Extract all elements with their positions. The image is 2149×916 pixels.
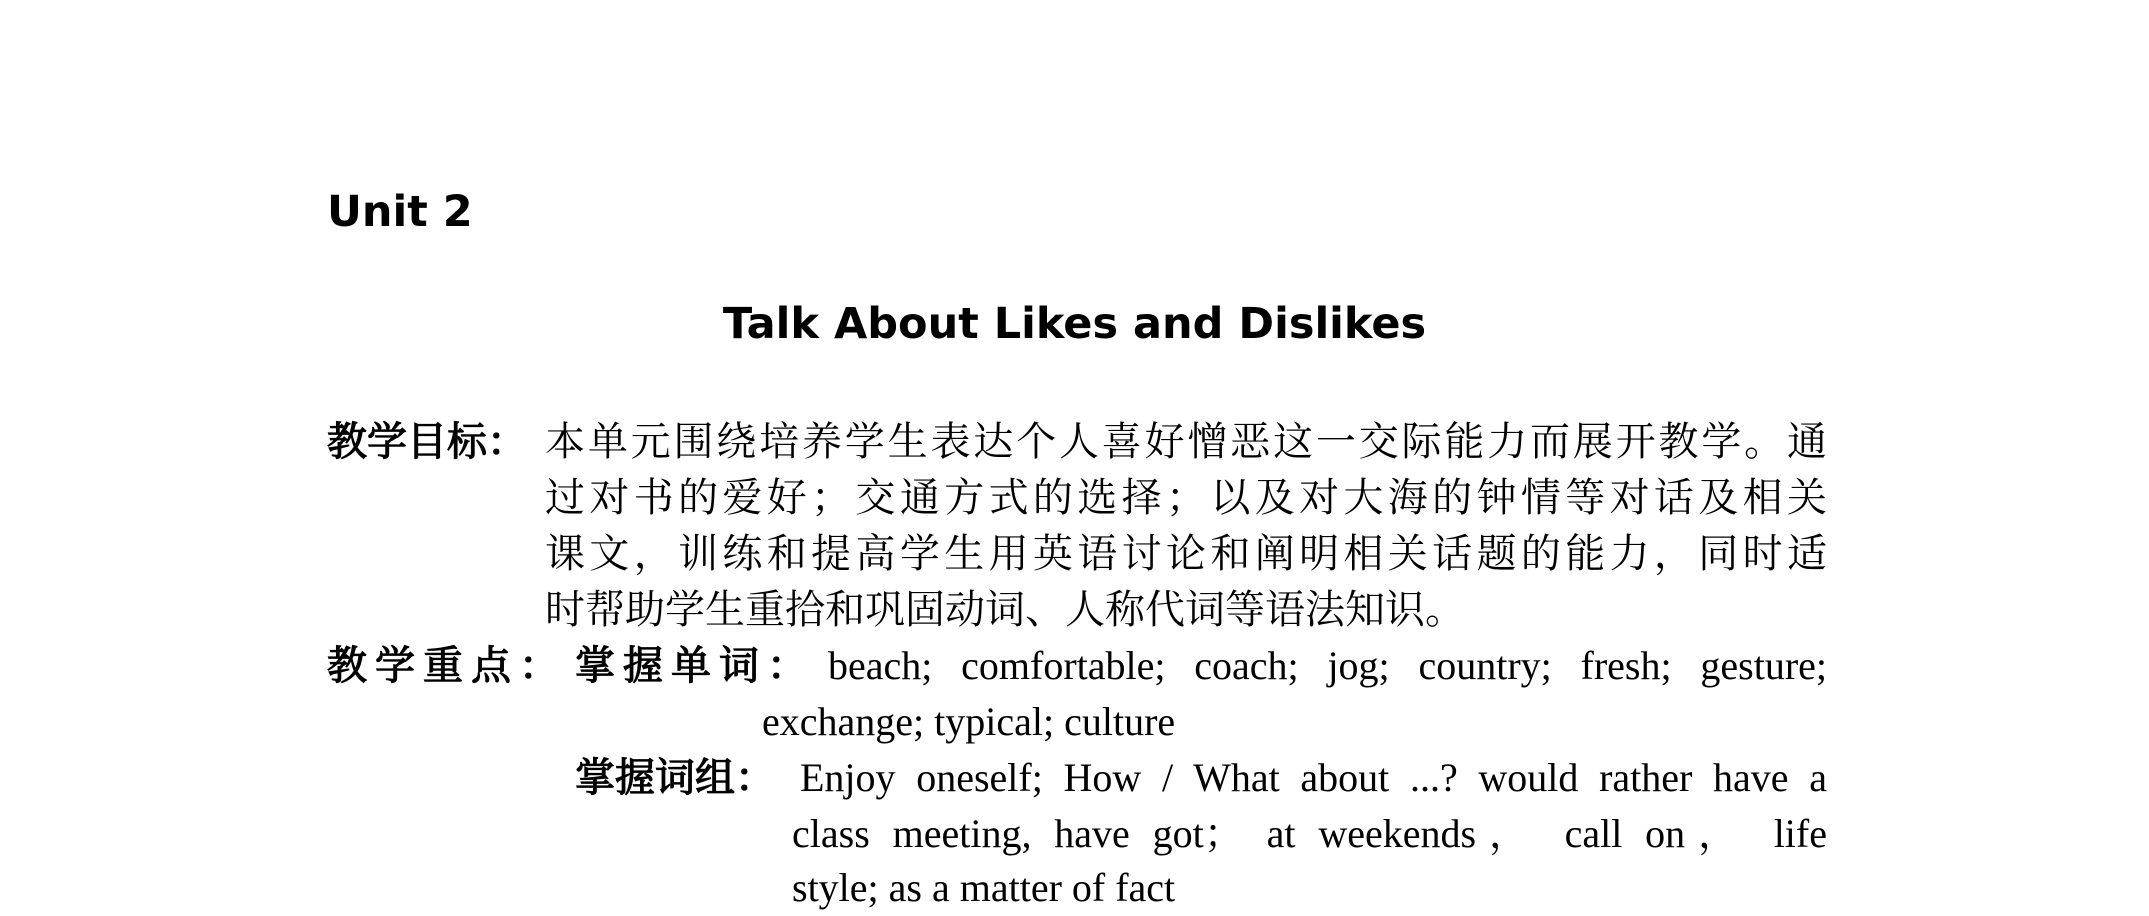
phrases-label: 掌握词组： [575,754,775,801]
objectives-line-3: 课文，训练和提高学生用英语讨论和阐明相关话题的能力，同时适 [545,531,1827,577]
phrases-line-2: class meeting, have got； at weekends， call on， life [792,811,1827,856]
key-points-label: 教学重点： [327,642,567,689]
phrases-line-3: style; as a matter of fact [792,865,1176,910]
unit-title: Talk About Likes and Dislikes [722,299,1427,349]
unit-heading: Unit 2 [327,187,473,237]
words-label: 掌握单词： [575,642,815,689]
objectives-line-1: 本单元围绕培养学生表达个人喜好憎恶这一交际能力而展开教学。通 [545,419,1827,465]
words-line-1: beach; comfortable; coach; jog; country; fresh; gesture; [828,643,1827,688]
objectives-label: 教学目标： [327,418,527,465]
words-line-2: exchange; typical; culture [762,699,1176,744]
objectives-line-4: 时帮助学生重拾和巩固动词、人称代词等语法知识。 [545,587,1465,633]
objectives-line-2: 过对书的爱好；交通方式的选择；以及对大海的钟情等对话及相关 [545,475,1827,521]
phrases-line-1: Enjoy oneself; How / What about ...? would rather have a [800,755,1827,800]
